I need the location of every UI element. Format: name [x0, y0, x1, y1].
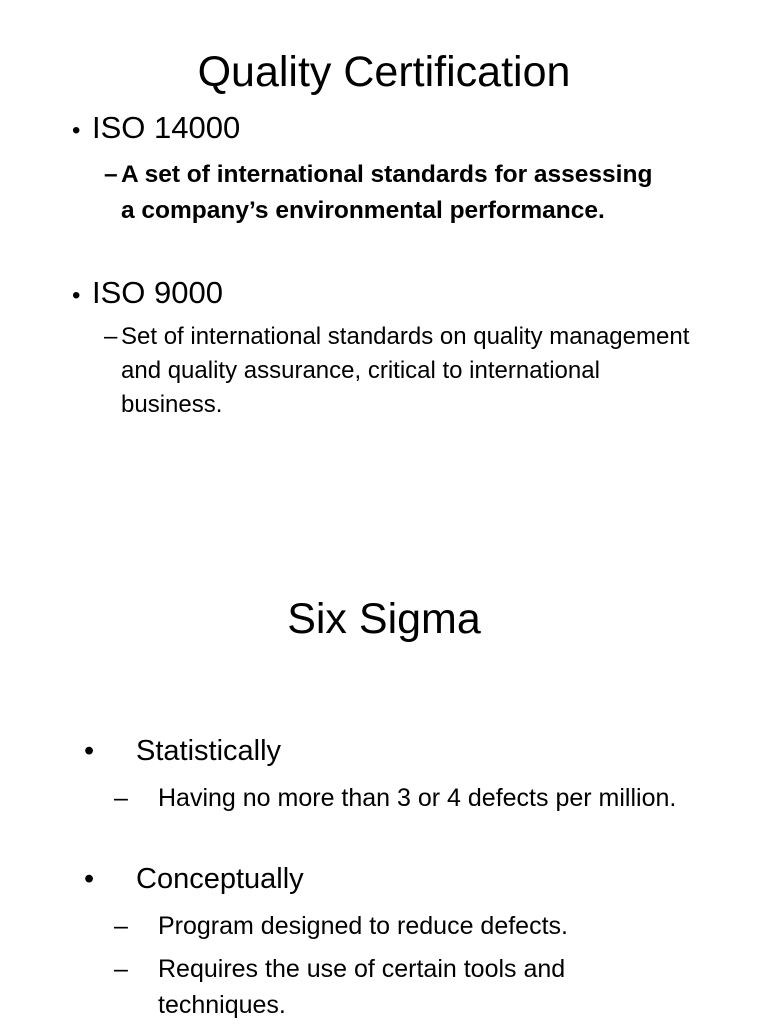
bullet-label: ISO 9000: [92, 275, 223, 310]
bullet-item-iso-14000: [0, 110, 240, 149]
dash-icon: –: [114, 912, 128, 940]
bullet-item-iso-9000: [0, 275, 223, 314]
sub-bullet-reduce-defects: [114, 908, 714, 944]
slide-six-sigma: [0, 512, 768, 1024]
sub-bullet-text: Requires the use of certain tools and techniques.: [158, 955, 566, 1019]
bullet-item-statistically: [84, 733, 484, 773]
sub-bullet-iso-14000: [104, 157, 664, 267]
bullet-label: ISO 14000: [92, 110, 241, 145]
sub-bullet-text: Having no more than 3 or 4 defects per million.: [158, 784, 677, 812]
dash-icon: –: [104, 161, 118, 188]
slide-quality-certification: [0, 0, 768, 512]
slide-title: Six Sigma: [287, 595, 481, 643]
slide-title: Quality Certification: [197, 48, 571, 96]
sub-bullet-text: Program designed to reduce defects.: [158, 912, 568, 940]
bullet-item-conceptually: [84, 861, 484, 901]
bullet-icon: •: [72, 282, 81, 309]
bullet-label: Conceptually: [136, 863, 304, 895]
sub-bullet-statistically: [114, 780, 714, 855]
dash-icon: –: [104, 323, 118, 350]
bullet-icon: •: [84, 863, 95, 895]
sub-bullet-iso-9000: [104, 320, 704, 425]
bullet-icon: •: [72, 117, 81, 144]
sub-bullet-text: Set of international standards on quality management and quality assurance, critical to international business.: [121, 323, 690, 418]
sub-bullet-tools-techniques: [114, 951, 714, 1026]
sub-bullet-text: A set of international standards for assessing a company’s environmental performance.: [121, 161, 653, 224]
bullet-icon: •: [84, 735, 95, 767]
dash-icon: –: [114, 955, 128, 983]
bullet-label: Statistically: [136, 735, 282, 767]
dash-icon: –: [114, 784, 128, 812]
